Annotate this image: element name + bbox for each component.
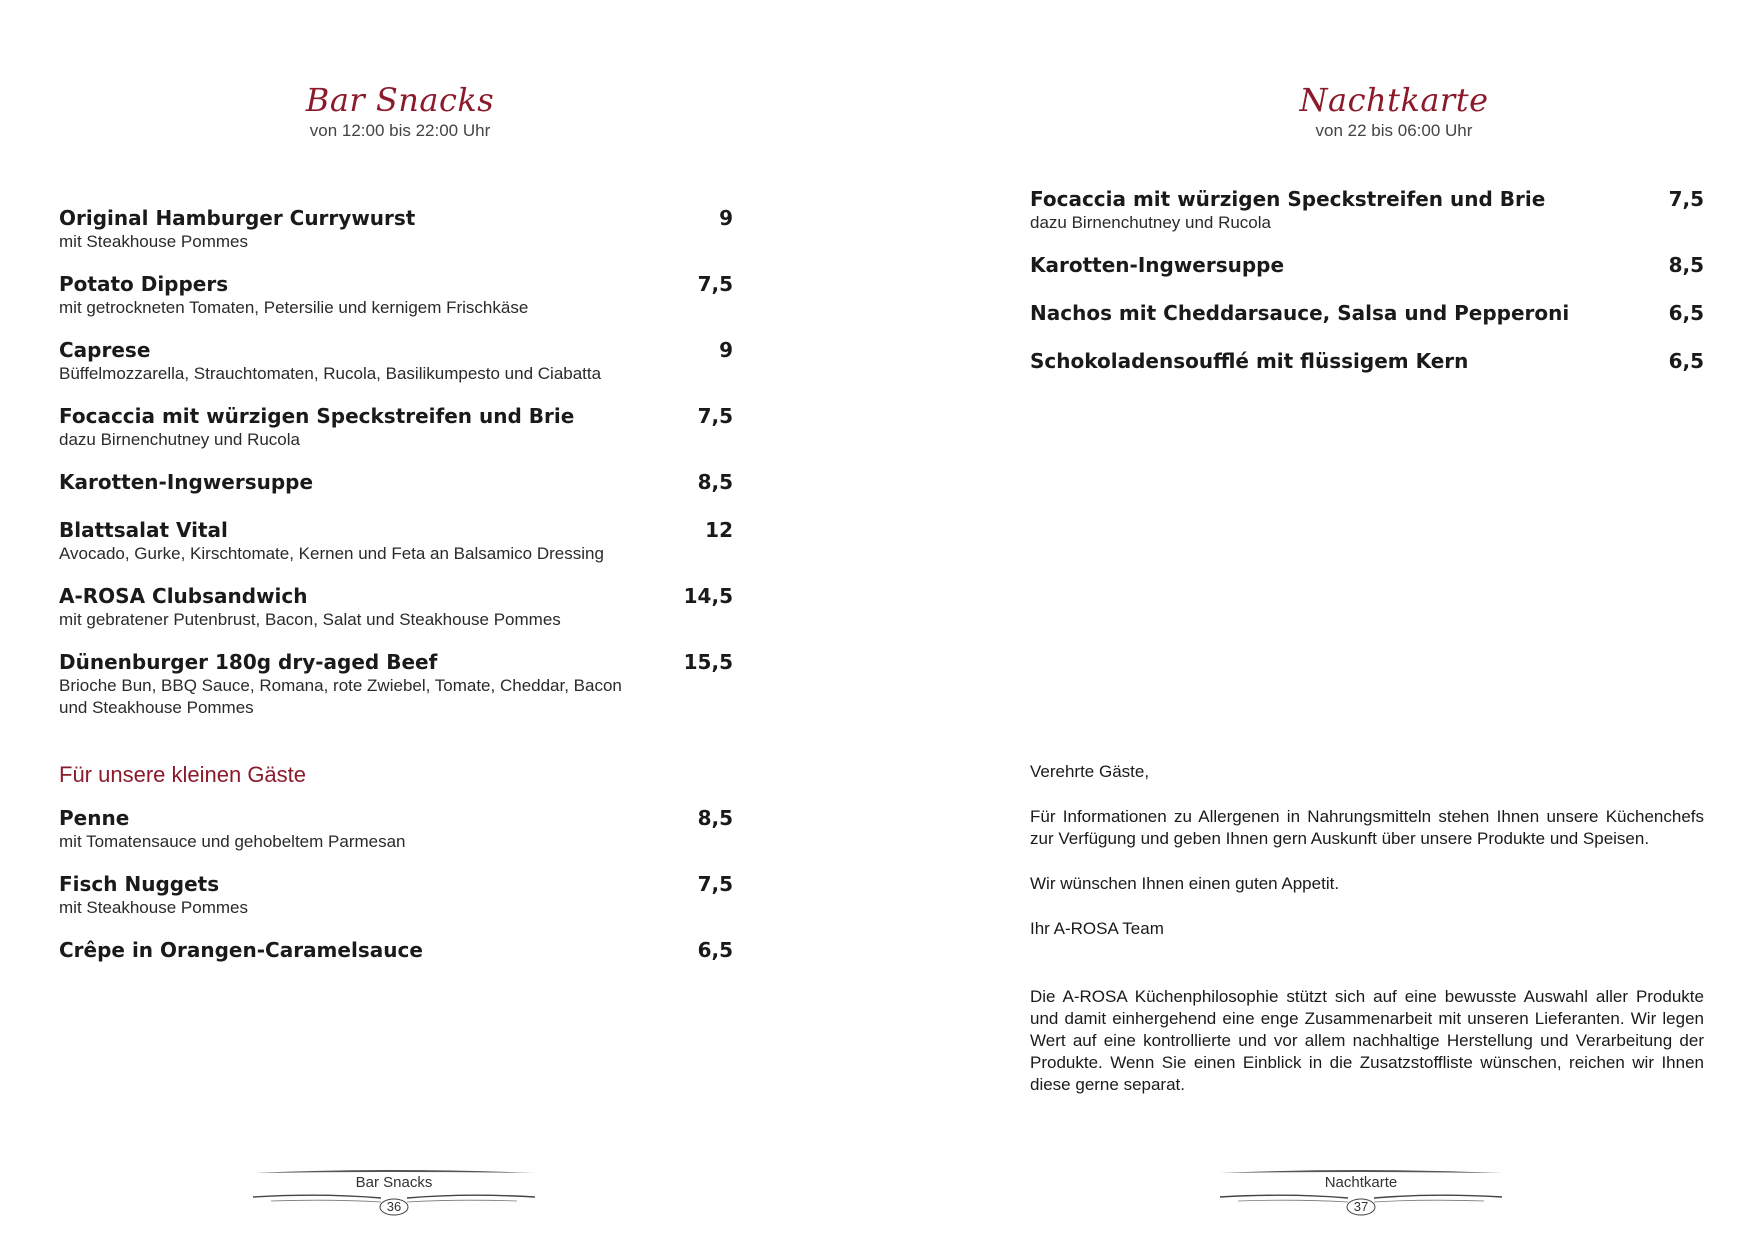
item-price: 14,5 bbox=[683, 584, 733, 608]
page-title: Bar Snacks bbox=[305, 81, 495, 119]
menu-item bbox=[59, 583, 733, 631]
item-price: 12 bbox=[705, 518, 733, 542]
item-description: mit getrockneten Tomaten, Petersilie und kernigem Frischkäse bbox=[59, 298, 529, 317]
item-price: 9 bbox=[719, 206, 733, 230]
menu-item bbox=[1030, 348, 1704, 374]
item-price: 9 bbox=[719, 338, 733, 362]
item-description: mit Tomatensauce und gehobeltem Parmesan bbox=[59, 832, 406, 851]
page-number: 36 bbox=[386, 1199, 402, 1214]
menu-item bbox=[59, 805, 733, 853]
item-name: Crêpe in Orangen-Caramelsauce bbox=[59, 938, 423, 962]
item-price: 6,5 bbox=[1668, 301, 1704, 325]
page-footer bbox=[1218, 1170, 1504, 1224]
item-description: dazu Birnenchutney und Rucola bbox=[59, 430, 300, 449]
menu-item bbox=[1030, 186, 1704, 234]
footer-label: Nachtkarte bbox=[1324, 1174, 1398, 1191]
menu-item bbox=[59, 271, 733, 319]
item-price: 7,5 bbox=[697, 272, 733, 296]
page-footer bbox=[251, 1170, 537, 1224]
item-price: 6,5 bbox=[697, 938, 733, 962]
kids-section-title: Für unsere kleinen Gäste bbox=[59, 762, 307, 787]
menu-item bbox=[59, 937, 733, 963]
menu-item bbox=[1030, 300, 1704, 326]
menu-item bbox=[59, 649, 733, 719]
bar-snacks-menu bbox=[59, 205, 733, 985]
item-price: 7,5 bbox=[697, 404, 733, 428]
opening-hours: von 22 bis 06:00 Uhr bbox=[1315, 121, 1473, 140]
item-price: 8,5 bbox=[1668, 253, 1704, 277]
menu-item bbox=[59, 469, 733, 495]
item-name: Penne bbox=[59, 806, 130, 830]
menu-item bbox=[1030, 252, 1704, 278]
item-name: Potato Dippers bbox=[59, 272, 229, 296]
item-name: Caprese bbox=[59, 338, 151, 362]
item-name: Nachos mit Cheddarsauce, Salsa und Pepperoni bbox=[1030, 301, 1570, 325]
guest-notes bbox=[1030, 761, 1704, 1119]
item-description: dazu Birnenchutney und Rucola bbox=[1030, 213, 1271, 232]
item-price: 8,5 bbox=[697, 806, 733, 830]
kitchen-philosophy: Die A-ROSA Küchenphilosophie stützt sich auf eine bewusste Auswahl aller Produkte und damit einhergehend eine enge Zusammenarbeit mit unseren Lieferanten. Wir legen Wert auf eine kontrollierte und vor allem nachhaltige Herstellung und Verarbeitung der Produkte. Wenn Sie einen Einblick in die Zusatzstoffliste wünschen, reichen wir Ihnen diese gerne separat. bbox=[1030, 987, 1704, 1094]
menu-item bbox=[59, 871, 733, 919]
item-description: Büffelmozzarella, Strauchtomaten, Rucola, Basilikumpesto und Ciabatta bbox=[59, 364, 602, 383]
item-price: 7,5 bbox=[697, 872, 733, 896]
allergen-info: Für Informationen zu Allergenen in Nahrungsmitteln stehen Ihnen unsere Küchenchefs zur Verfügung und geben Ihnen gern Auskunft über unsere Produkte und Speisen. bbox=[1030, 807, 1704, 848]
item-name: Fisch Nuggets bbox=[59, 872, 220, 896]
menu-item bbox=[59, 403, 733, 451]
item-description: Brioche Bun, BBQ Sauce, Romana, rote Zwiebel, Tomate, Cheddar, Bacon und Steakhouse Pommes bbox=[59, 676, 622, 717]
item-name: Dünenburger 180g dry-aged Beef bbox=[59, 650, 438, 674]
item-name: Original Hamburger Currywurst bbox=[59, 206, 416, 230]
item-description: mit Steakhouse Pommes bbox=[59, 232, 248, 251]
signature: Ihr A-ROSA Team bbox=[1030, 919, 1164, 938]
item-name: A-ROSA Clubsandwich bbox=[59, 584, 308, 608]
menu-item bbox=[59, 205, 733, 253]
item-name: Blattsalat Vital bbox=[59, 518, 228, 542]
left-header bbox=[260, 80, 540, 142]
footer-label: Bar Snacks bbox=[355, 1174, 433, 1191]
item-description: mit gebratener Putenbrust, Bacon, Salat und Steakhouse Pommes bbox=[59, 610, 561, 629]
item-name: Focaccia mit würzigen Speckstreifen und Brie bbox=[1030, 187, 1546, 211]
item-price: 15,5 bbox=[683, 650, 733, 674]
item-price: 7,5 bbox=[1668, 187, 1704, 211]
item-description: mit Steakhouse Pommes bbox=[59, 898, 248, 917]
page-number: 37 bbox=[1353, 1199, 1369, 1214]
item-name: Karotten-Ingwersuppe bbox=[1030, 253, 1285, 277]
menu-item bbox=[59, 337, 733, 385]
menu-item bbox=[59, 517, 733, 565]
item-description: Avocado, Gurke, Kirschtomate, Kernen und Feta an Balsamico Dressing bbox=[59, 544, 604, 563]
greeting: Verehrte Gäste, bbox=[1030, 762, 1150, 781]
item-name: Schokoladensoufflé mit flüssigem Kern bbox=[1030, 349, 1469, 373]
item-name: Karotten-Ingwersuppe bbox=[59, 470, 314, 494]
item-name: Focaccia mit würzigen Speckstreifen und Brie bbox=[59, 404, 575, 428]
page-title: Nachtkarte bbox=[1299, 81, 1489, 119]
appetit-wish: Wir wünschen Ihnen einen guten Appetit. bbox=[1030, 874, 1340, 893]
right-header bbox=[1194, 80, 1594, 142]
opening-hours: von 12:00 bis 22:00 Uhr bbox=[309, 121, 491, 140]
item-price: 6,5 bbox=[1668, 349, 1704, 373]
item-price: 8,5 bbox=[697, 470, 733, 494]
night-menu bbox=[1030, 186, 1704, 396]
right-page bbox=[874, 0, 1748, 1240]
